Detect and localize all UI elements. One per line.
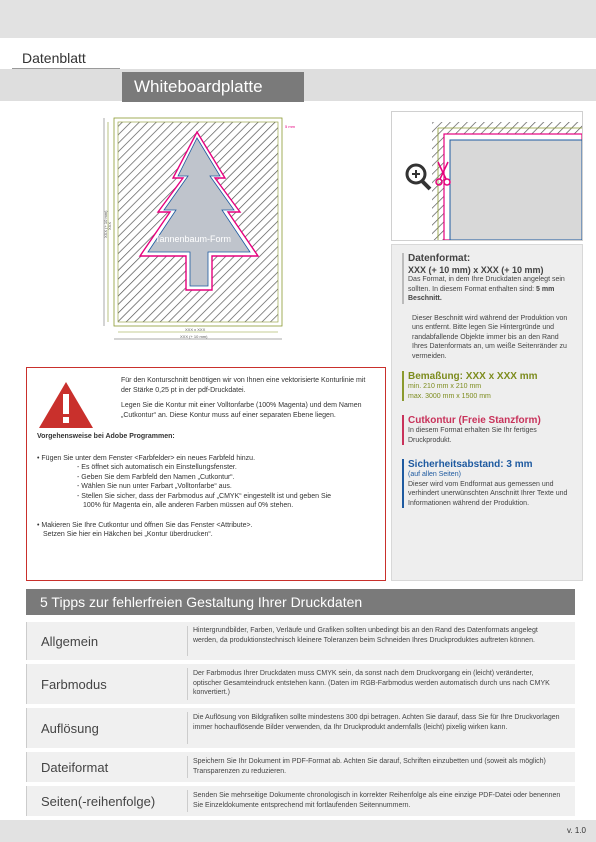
tip-label: Allgemein [41, 634, 99, 649]
top-band [0, 0, 596, 38]
cut-text: In diesem Format erhalten Sie Ihr fertiges Druckprodukt. [408, 427, 537, 444]
bottom-band [0, 820, 596, 842]
tip-text: Die Auflösung von Bildgrafiken sollte mindestens 300 dpi betragen. Achten Sie darauf, dass Sie für Ihre Druckvorlagen immer hochauflösende Bilder verwenden, da Ihr Druckprodukt andernfalls (leicht) pixelig wirken kann. [193, 714, 560, 731]
page-title: Whiteboardplatte [122, 72, 304, 102]
format-bold: 5 mm Beschnitt. [408, 285, 555, 302]
tip-separator [187, 790, 188, 812]
tip-text: Der Farbmodus Ihrer Druckdaten muss CMYK sein, da sonst nach dem Druckvorgang ein (leicht) veränderter, optischer Gesamteindruck entstehen kann. (Daten im RGB-Farbmodus werden automatisch durch uns nach CMYK konvertiert.) [193, 670, 550, 696]
format-diagram-svg [100, 110, 300, 350]
tip-row-seiten [26, 786, 575, 816]
size-max: max. 3000 mm x 1500 mm [408, 392, 491, 400]
tip-text: Hintergrundbilder, Farben, Verläufe und Grafiken sollten unbedingt bis an den Rand des Datenformats angelegt werden, da produktionstechnisch kleinere Toleranzen beim Schneiden Ihres Druckproduktes auftreten können. [193, 627, 538, 644]
dim-bottom-inner: XXX x XXX [185, 327, 206, 332]
zoom-preview-svg [392, 112, 582, 240]
trim-text: Dieser Beschnitt wird während der Produktion von uns entfernt. Bitte legen Sie Hintergründe und randabfallende Objekte immer bis an den Rand Ihres Datenformats an, um weiße Seitenränder zu vermeiden. [412, 314, 568, 360]
tip-row-dateiformat [26, 752, 575, 782]
cut-section [402, 415, 572, 445]
warning-heading: Vorgehensweise bei Adobe Programmen: [37, 433, 175, 440]
format-text: Das Format, in dem Ihre Druckdaten angelegt sein sollten. In diesem Format enthalten sind: [408, 276, 565, 293]
safety-sub: (auf allen Seiten) [408, 471, 461, 478]
tip-separator [187, 626, 188, 656]
tip-label: Auflösung [41, 721, 99, 736]
format-diagram [100, 110, 300, 350]
tip-label: Seiten(-reihenfolge) [41, 794, 156, 809]
warning-p1: Für den Konturschnitt benötigen wir von Ihnen eine vektorisierte Konturlinie mit der Stärke 0,25 pt in der pdf-Druckdatei. [121, 377, 366, 394]
safety-section [402, 459, 572, 508]
warning-step: - Wählen Sie nun unter Farbart „Volltonfarbe“ aus. [77, 483, 232, 490]
format-size: XXX (+ 10 mm) x XXX (+ 10 mm) [408, 265, 544, 275]
safety-title: Sicherheitsabstand: 3 mm [408, 459, 533, 470]
shape-label: Tannenbaum-Form [155, 234, 232, 244]
dim-bottom-outer: XXX (+ 10 mm) [180, 334, 208, 339]
size-min: min. 210 mm x 210 mm [408, 383, 482, 390]
warning-step: - Stellen Sie sicher, dass der Farbmodus auf „CMYK“ eingestellt ist und geben Sie [77, 492, 332, 500]
warning-step: - Geben Sie dem Farbfeld den Namen „Cutkontur“. [77, 473, 235, 481]
tip-separator [187, 712, 188, 744]
dim-left-inner: XXX [107, 221, 112, 230]
warning-step: • Fügen Sie unter dem Fenster <Farbfelder> ein neues Farbfeld hinzu. [37, 454, 256, 462]
tip-separator [187, 668, 188, 700]
cut-title: Cutkontur (Freie Stanzform) [408, 415, 541, 426]
warning-step: 100% für Magenta ein, alle anderen Farben müssen auf 0% stehen. [83, 502, 294, 509]
warning-p2: Legen Sie die Kontur mit einer Volltonfarbe (100% Magenta) und dem Namen „Cutkontur“ an. Diese Kontur muss auf einer separaten Ebene liegen. [121, 402, 362, 419]
cut-contour-warning [26, 367, 386, 581]
format-section [402, 253, 572, 304]
tips-header: 5 Tipps zur fehlerfreien Gestaltung Ihrer Druckdaten [26, 589, 575, 615]
format-info-panel [391, 244, 583, 581]
tip-label: Farbmodus [41, 677, 107, 692]
size-section [402, 371, 572, 401]
tip-separator [187, 756, 188, 778]
safety-text: Dieser wird vom Endformat aus gemessen und verhindert unerwünschten Anschnitt Ihrer Texte und Informationen während der Produktion. [408, 480, 568, 507]
zoom-preview [391, 111, 583, 241]
tip-text: Speichern Sie Ihr Dokument im PDF-Format ab. Achten Sie darauf, Schriften einzubetten und (soweit als möglich) Transparenzen zu reduzieren. [193, 758, 546, 775]
warning-step: • Makieren Sie Ihre Cutkontur und öffnen Sie das Fenster <Attribute>. [37, 521, 253, 529]
tip-label: Dateiformat [41, 760, 109, 775]
warning-step: - Es öffnet sich automatisch ein Einstellungsfenster. [77, 464, 237, 471]
dim-top: 5 mm [285, 124, 295, 129]
warning-step: Setzen Sie hier ein Häkchen bei „Kontur überdrucken“. [43, 531, 213, 538]
tip-row-allgemein [26, 622, 575, 660]
tip-row-aufloesung [26, 708, 575, 748]
version-label: v. 1.0 [567, 826, 586, 835]
zoom-icon [407, 165, 430, 189]
datenblatt-tab: Datenblatt [12, 47, 120, 69]
format-title: Datenformat: [408, 253, 471, 264]
dim-left-outer: XXX (+ 10 mm) [103, 210, 108, 238]
tip-row-farbmodus [26, 664, 575, 704]
tip-text: Senden Sie mehrseitige Dokumente chronologisch in korrekter Reihenfolge als eine einzige PDF-Datei oder benennen Sie Einzeldokumente entsprechend mit fortlaufenden Seitennummern. [193, 792, 561, 809]
size-title: Bemaßung: XXX x XXX mm [408, 371, 538, 382]
warning-icon [37, 380, 95, 430]
